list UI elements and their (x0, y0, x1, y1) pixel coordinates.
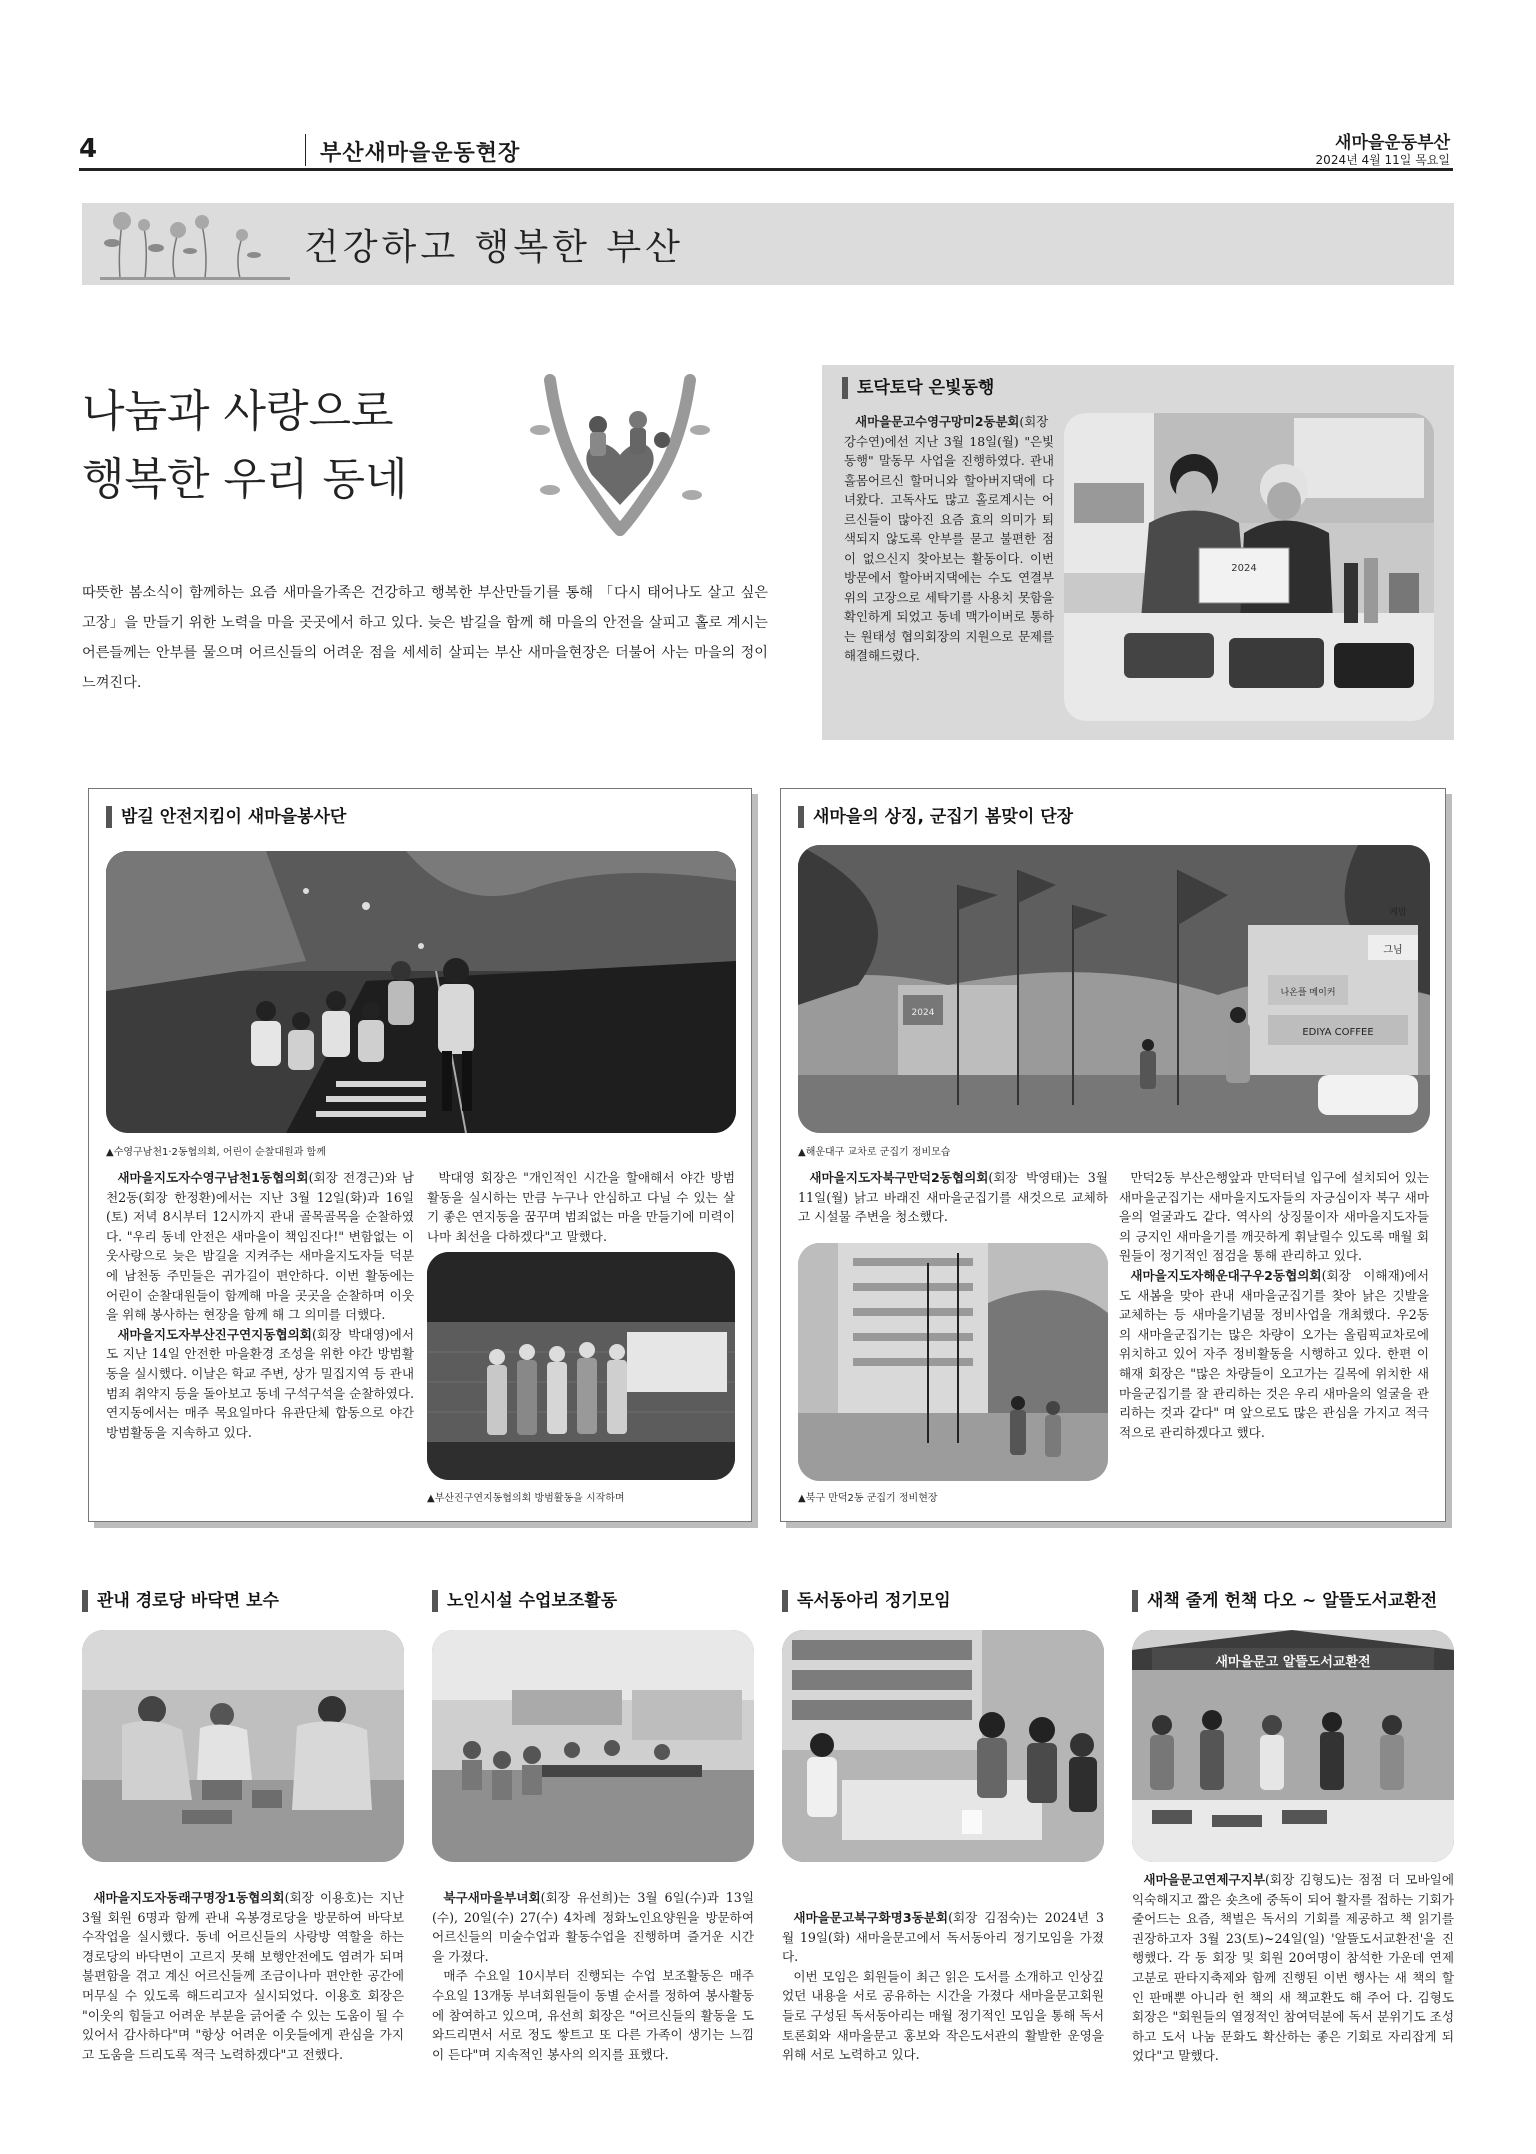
story-night-org-2: 새마을지도자부산진구연지동협의회 (117, 1326, 312, 1342)
story-tokdak-photo (1064, 413, 1434, 721)
story-night-photo-main-scene (106, 851, 736, 1133)
story-night-caption-1: ▲수영구남천1·2동협의회, 어린이 순찰대원과 함께 (106, 1147, 326, 1158)
story-night-photo-2 (427, 1252, 735, 1480)
publication-name: 새마을운동부산 (1335, 133, 1450, 153)
story-flag-caption-2: ▲북구 만덕2동 군집기 정비현장 (798, 1493, 938, 1504)
issue-date: 2024년 4월 11일 목요일 (1315, 153, 1450, 167)
header-rule (79, 168, 1453, 171)
story-senior-photo-scene (432, 1630, 754, 1862)
story-senior-body: (회장 유선희)는 3월 6일(수)과 13일(수), 20일(수) 27(수) 4차례 정화노인요양원을 방문하여 어르신들의 미술수업과 활동수업을 진행하며 즐거운 시간을 가졌다. (432, 1890, 754, 1964)
banner-title: 건강하고 행복한 부산 (304, 227, 684, 268)
story-night-p2: (회장 박대영)에서도 지난 14일 안전한 마을환경 조성을 위한 야간 방범활동을 실시했다. 이날은 학교 주변, 상가 밀집지역 등 관내 범죄 취약지 등을 돌아보고 동네 구석구석을 순찰하였다. 연지동에서는 매주 목요일마다 유관단체 합동으로 야간 방범활동을 지속하고 있다. (106, 1326, 414, 1440)
story-senior-photo (432, 1630, 754, 1862)
story-night-p1: (회장 전경근)와 남천2동(회장 한정환)에서는 지난 3월 12일(화)과 16일(토) 저녁 8시부터 12시까지 관내 골목골목을 순찰하였다. "우리 동네 안전은 새마을이 책임진다!" 변함없는 이웃사랑으로 늦은 밤길을 지켜주는 새마을지도자들 덕분에 남천동 주민들은 귀가길이 편안하다. 이번 활동에는 어린이 순찰대원들이 함께해 마을 곳곳을 순찰하며 이웃을 위해 봉사하는 현장을 함께 해 그 의미를 더했다. (106, 1170, 414, 1323)
banner (82, 203, 1454, 285)
lead-intro: 따뜻한 봄소식이 함께하는 요즘 새마을가족은 건강하고 행복한 부산만들기를 통해 「다시 태어나도 살고 싶은 고장」을 만들기 위한 노력을 마을 곳곳에서 하고 있다. 늦은 밤길을 함께 해 마을의 안전을 살피고 홀로 계시는 어른들께는 안부를 물으며 어르신들의 어려운 점을 세세히 살피는 부산 새마을현장은 더불어 사는 마을의 정이 느껴진다. (82, 585, 768, 691)
story-book-photo-scene (1132, 1630, 1454, 1862)
building-sign: 그님 (1383, 945, 1403, 956)
story-reading-org: 새마을문고북구화명3동분회 (793, 1910, 949, 1925)
story-senior-title: 노인시설 수업보조활동 (432, 1590, 617, 1612)
story-flag-title: 새마을의 상징, 군집기 봄맞이 단장 (798, 806, 1073, 828)
story-flag-photo-main-scene (798, 845, 1430, 1133)
story-night-col1 (106, 1168, 414, 1442)
story-flag-p3: (회장 이해재)에서도 새봄을 맞아 관내 새마을군집기를 찾아 낡은 깃발을 교체하는 등 새마을기념물 정비사업을 개최했다. 우2동의 새마을군집기는 많은 차량이 오가는 올림픽교차로에 위치하고 있어 자주 정비활동을 시행하고 있다. 한편 이해재 회장은 "많은 차량들이 오고가는 길목에 위치한 새마을군집기를 잘 관리하는 것은 우리 새마을의 얼굴을 관리하는 것과 같다" 며 앞으로도 많은 관심을 가지고 적극적으로 관리하겠다고 했다. (1119, 1267, 1429, 1440)
story-night-title: 밤길 안전지킴이 새마을봉사단 (106, 806, 346, 828)
story-floor-photo (82, 1630, 404, 1862)
story-floor-text (82, 1888, 404, 2064)
story-tokdak-photo-scene (1064, 413, 1434, 721)
story-flag-photo-2 (798, 1243, 1108, 1481)
story-tokdak-title: 토닥토닥 은빛동행 (842, 377, 994, 399)
story-senior-org: 북구새마을부녀회 (443, 1890, 541, 1905)
hands-heart-illustration (520, 370, 720, 540)
story-book-org: 새마을문고연제구지부 (1143, 1872, 1265, 1887)
story-tokdak-body: (회장 강수연)에선 지난 3월 18일(월) "은빛동행" 말동무 사업을 진행하였다. 관내 홀몸어르신 할머니와 할아버지댁에 다녀왔다. 고독사도 많고 홀로계시는 어르신들이 많아진 요즘 효의 의미가 퇴색되지 않도록 안부를 묻고 불편한 점이 없으신지 찾아보는 활동이다. 이번 방문에서 할아버지댁에는 수도 연결부위의 고장으로 세탁기를 사용치 못함을 확인하게 되었고 동네 맥가이버로 통하는 원태성 협의회장의 지원으로 문제를 해결해드렸다. (844, 414, 1054, 663)
header-divider-vertical (305, 134, 306, 166)
story-tokdak-box (822, 365, 1454, 740)
story-reading-text (782, 1908, 1104, 2065)
headline-line-2: 행복한 우리 동네 (82, 454, 408, 505)
cafe-sign: EDIYA COFFEE (1302, 1027, 1374, 1038)
story-night-photo-2-scene (427, 1252, 735, 1480)
story-reading-body: (회장 김점숙)는 2024년 3월 19일(화) 새마을문고에서 독서동아리 정기모임을 가졌다. (782, 1910, 1104, 1965)
story-night-caption-2: ▲부산진구연지동협의회 방범활동을 시작하며 (427, 1493, 625, 1504)
story-night-photo-main (106, 851, 736, 1133)
story-reading-title: 독서동아리 정기모임 (782, 1590, 951, 1612)
story-reading-photo (782, 1630, 1104, 1862)
story-floor-photo-scene (82, 1630, 404, 1862)
story-flag-col2 (1119, 1168, 1429, 1442)
story-book-text (1132, 1870, 1454, 2066)
story-night-org-1: 새마을지도자수영구남천1동협의회 (117, 1170, 309, 1185)
headline-line-1: 나눔과 사랑으로 (82, 386, 394, 437)
story-floor-body: (회장 이용호)는 지난 3월 회원 6명과 함께 관내 옥봉경로당을 방문하여 바닥보수작업을 실시했다. 동네 어르신들의 사랑방 역할을 하는 경로당의 바닥면이 고르지 못해 보행안전에도 염려가 되며 불편함을 겪고 계신 어르신들께 조금이나마 편안한 공간에 머무실 수 있도록 해드리고자 실시되었다. 이용호 회장은 "이웃의 힘들고 어려운 부분을 긁어줄 수 있는 도움이 될 수 있어서 감사하다"며 "항상 어려운 이웃들에게 관심을 가지고 도움을 드리도록 적극 노력하겠다"고 전했다. (82, 1890, 404, 2062)
flower-illustration (90, 203, 300, 285)
story-flag-org-1: 새마을지도자북구만덕2동협의회 (809, 1170, 989, 1185)
story-flag-col1 (798, 1168, 1108, 1227)
headline (82, 378, 408, 514)
story-senior-text (432, 1888, 754, 2064)
page-number: 4 (79, 134, 98, 164)
banner-sign: 2024 (911, 1008, 935, 1018)
shop-sign: 나온플 메이커 (1280, 988, 1336, 998)
story-night-p3: 박대영 회장은 "개인적인 시간을 할애해서 야간 방범활동을 실시하는 만큼 누구나 안심하고 다닐 수 있는 살기 좋은 연지동을 꿈꾸며 범죄없는 마을 만들기에 미력이나마 최선을 다하겠다"고 말했다. (427, 1170, 735, 1244)
story-book-photo (1132, 1630, 1454, 1862)
section-title: 부산새마을운동현장 (320, 141, 521, 166)
story-floor-org: 새마을지도자동래구명장1동협의회 (93, 1890, 285, 1905)
tent-banner-text: 새마을문고 알뜰도서교환전 (1215, 1655, 1371, 1670)
story-flag-p1: (회장 박영태)는 3월 11일(월) 낡고 바래진 새마을군집기를 새것으로 교체하고 시설물 주변을 청소했다. (798, 1170, 1108, 1225)
story-reading-body-2: 이번 모임은 회원들이 최근 읽은 도서를 소개하고 인상깊었던 내용을 서로 공유하는 시간을 가졌다 새마을문고회원들로 구성된 독서동아리는 매월 정기적인 모임을 통해 독서 토론회와 새마을문고 홍보와 작은도서관의 활발한 운영을 위해 서로 노력하고 있다. (782, 1968, 1104, 2063)
story-flag-photo-main (798, 845, 1430, 1133)
story-book-title: 새책 줄게 헌책 다오 ~ 알뜰도서교환전 (1132, 1590, 1437, 1612)
story-flag-p2: 만덕2동 부산은행앞과 만덕터널 입구에 설치되어 있는 새마을군집기는 새마을지도자들의 자긍심이자 북구 새마을의 얼굴과도 같다. 역사의 상징물이자 새마을지도자들의 긍지인 새마을기를 깨끗하게 휘날릴수 있도록 매월 회원들이 정기적인 점검을 통해 관리하고 있다. (1119, 1170, 1429, 1264)
kebab-sign: 케밥 (1389, 908, 1407, 918)
story-reading-photo-scene (782, 1630, 1104, 1862)
gift-box-label: 2024 (1231, 563, 1257, 574)
story-flag-photo-2-scene (798, 1243, 1108, 1481)
story-flag-caption-1: ▲해운대구 교차로 군집기 정비모습 (798, 1147, 951, 1158)
story-tokdak-text (844, 412, 1054, 666)
story-flag-box (780, 788, 1446, 1522)
story-flag-org-3: 새마을지도자해운대구우2동협의회 (1130, 1267, 1322, 1283)
story-book-body: (회장 김형도)는 점점 더 모바일에 익숙해지고 짧은 숏츠에 중독이 되어 활자를 접하는 기회가 줄어드는 요즘, 책벌은 독서의 기회를 제공하고 책 읽기를 권장하고자 3월 23(토)~24일(일) '알뜰도서교환전'을 진행했다. 각 동 회장 및 회원 20여명이 참석한 가운데 연제고분로 판타지축제와 함께 진행된 이번 행사는 새 책의 할인 판매뿐 아니라 헌 책의 새 책교환도 해 주어 다. 김형도회장은 "회원들의 열정적인 참여덕분에 독서 분위기도 조성하고 도서 나눔 문화도 확산하는 좋은 기회로 자리잡게 되었다"고 말했다. (1132, 1872, 1454, 2064)
story-tokdak-org: 새마을문고수영구망미2동분회 (855, 414, 1020, 429)
story-senior-body-2: 매주 수요일 10시부터 진행되는 수업 보조활동은 매주 수요일 13개동 부녀회원들이 동별 순서를 정하여 봉사활동에 참여하고 있으며, 유선희 회장은 "어르신들의 활동을 도와드리면서 서로 정도 쌓트고 또 다른 가족이 생기는 느낌이 든다"며 지속적인 봉사의 의지를 표했다. (432, 1968, 754, 2062)
story-floor-title: 관내 경로당 바닥면 보수 (82, 1590, 279, 1612)
story-night-box (88, 788, 752, 1522)
